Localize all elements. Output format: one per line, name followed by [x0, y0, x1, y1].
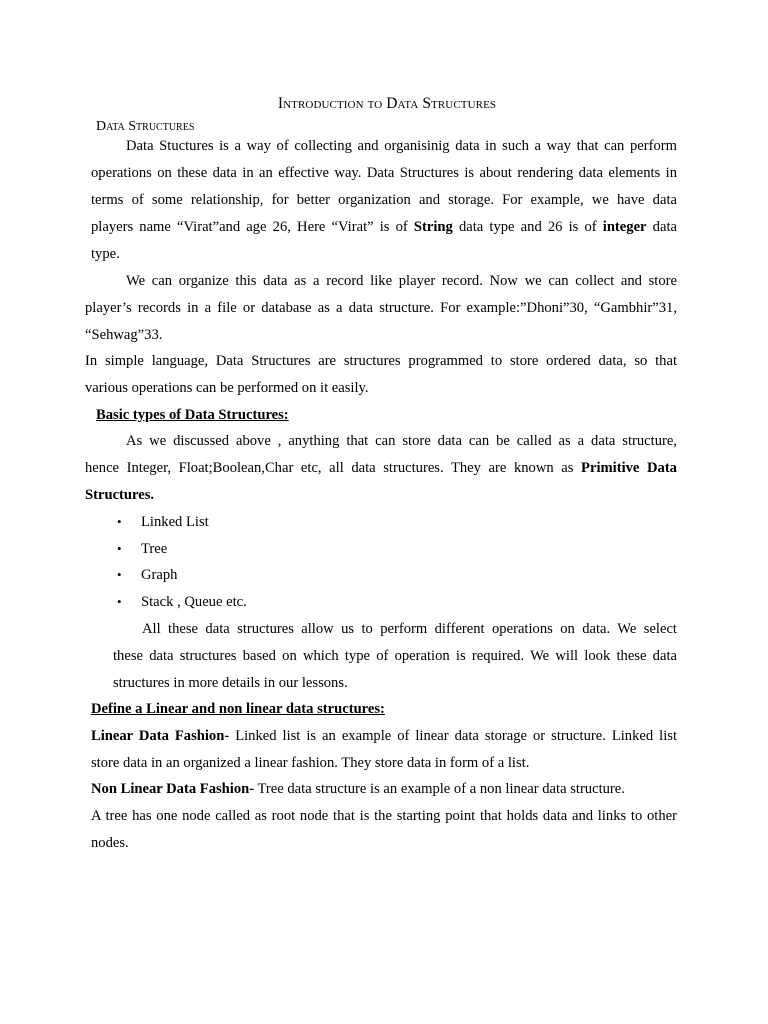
para1-text-c: data type and 26 is of	[452, 219, 603, 235]
section-heading: Data Structures	[96, 119, 195, 134]
para5-line3: structures in more details in our lessons.	[113, 675, 348, 691]
nonlinear-text: Tree data structure is an example of a non linear data structure.	[254, 781, 625, 797]
bullet-icon: •	[117, 541, 122, 556]
list-item-label: Tree	[141, 541, 168, 557]
bullet-icon: •	[117, 594, 122, 609]
tree-line1: A tree has one node called as root node that is the starting point that holds data and links to other	[91, 808, 677, 824]
para1-line3: terms of some relationship, for better organization and storage. For example, we have data	[91, 192, 677, 208]
para1-line4	[91, 218, 677, 236]
para1-line1: Data Stuctures is a way of collecting and organisinig data in such a way that can perform	[126, 138, 677, 154]
primitive-keyword: Primitive Data	[581, 460, 677, 476]
tree-line2: nodes.	[91, 835, 129, 851]
para4-line2	[85, 459, 677, 477]
list-item-label: Graph	[141, 567, 178, 583]
bullet-icon: •	[117, 514, 122, 529]
para5-line1: All these data structures allow us to perform different operations on data. We select	[142, 621, 677, 637]
linear-line1	[91, 727, 677, 745]
para4-line3: Structures.	[85, 487, 155, 503]
para5-line2: these data structures based on which type of operation is required. We will look these data	[113, 648, 677, 664]
basic-types-heading: Basic types of Data Structures:	[96, 407, 289, 423]
para1-text-e: data	[646, 219, 677, 235]
nonlinear-line1	[91, 780, 625, 798]
para1-text-a: players name “Virat”and age 26, Here “Virat” is of	[91, 219, 414, 235]
nonlinear-label: Non Linear Data Fashion-	[91, 781, 255, 797]
para4-text-a: hence Integer, Float;Boolean,Char etc, all data structures. They are known as	[85, 460, 582, 476]
list-item-label: Linked List	[141, 514, 209, 530]
linear-text: Linked list is an example of linear data storage or structure. Linked list	[229, 728, 677, 744]
para3-line1: In simple language, Data Structures are structures programmed to store ordered data, so that	[85, 353, 677, 369]
string-keyword: String	[413, 219, 453, 235]
para2-line2: player’s records in a file or database as a data structure. For example:”Dhoni”30, “Gambhir”31,	[85, 300, 677, 316]
para4-line1: As we discussed above , anything that can store data can be called as a data structure,	[126, 433, 677, 449]
para1-line5: type.	[91, 246, 120, 262]
linear-line2: store data in an organized a linear fashion. They store data in form of a list.	[91, 755, 530, 771]
linear-label: Linear Data Fashion-	[91, 728, 230, 744]
para1-line2: operations on these data in an effective way. Data Structures is about rendering data elements in	[91, 165, 677, 181]
integer-keyword: integer	[602, 219, 647, 235]
list-item-label: Stack , Queue etc.	[141, 594, 247, 610]
para3-line2: various operations can be performed on it easily.	[85, 380, 369, 396]
define-heading: Define a Linear and non linear data structures:	[91, 701, 385, 717]
para2-line1: We can organize this data as a record like player record. Now we can collect and store	[126, 273, 677, 289]
para2-line3: “Sehwag”33.	[85, 327, 163, 343]
bullet-icon: •	[117, 567, 122, 582]
page-title: Introduction to Data Structures	[277, 95, 497, 112]
